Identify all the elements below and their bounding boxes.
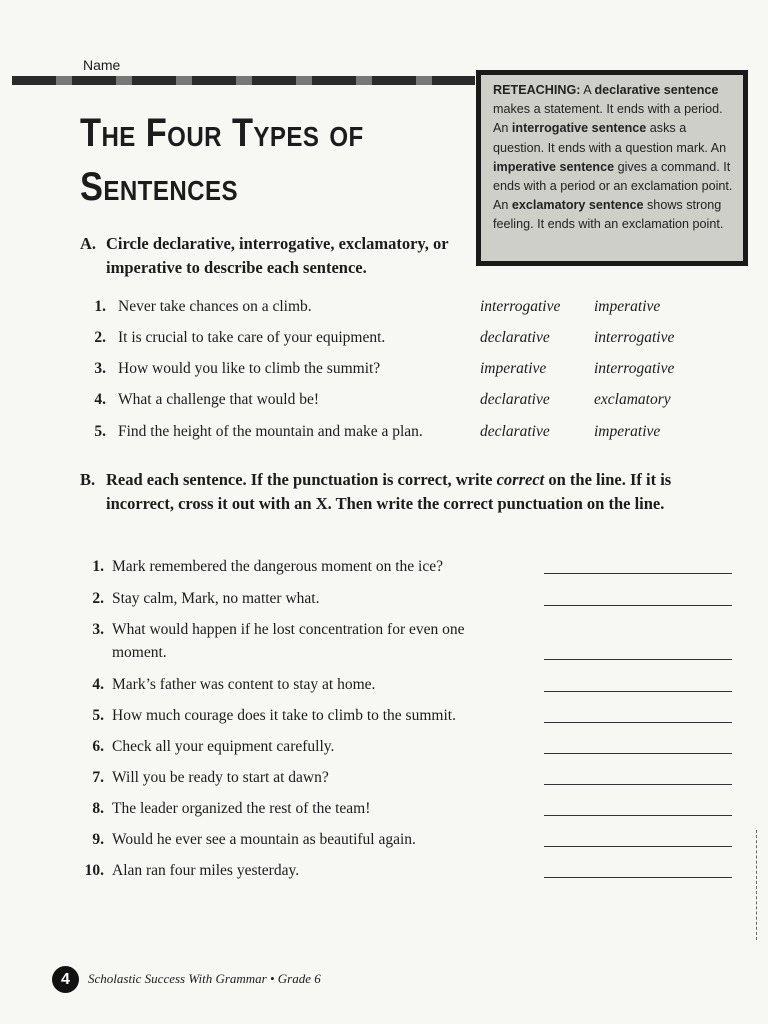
header-rule [12,76,475,85]
item-sentence: How would you like to climb the summit? [118,360,381,377]
page-title [80,106,364,214]
reteaching-text: gives a command. It ends with a period or an exclamation point. An [493,159,733,213]
answer-line[interactable] [544,876,732,878]
section-a-letter: A. [80,234,97,253]
item-number: 3. [94,360,106,377]
title-line-1: The Four Types of [80,111,364,155]
term-imperative: imperative sentence [493,159,615,174]
item-number: 8. [92,800,104,817]
answer-line[interactable] [544,690,732,692]
item-sentence: Alan ran four miles yesterday. [112,862,300,879]
item-number: 7. [92,769,104,786]
choice-option[interactable]: imperative [594,423,661,440]
answer-line[interactable] [544,604,732,606]
item-sentence: The leader organized the rest of the team! [112,800,371,817]
choice-option[interactable]: declarative [480,423,550,440]
item-sentence: Would he ever see a mountain as beautiful again. [112,831,416,848]
list-item [86,329,706,355]
item-number: 4. [92,676,104,693]
answer-line[interactable] [544,783,732,785]
choice-option[interactable]: exclamatory [594,391,671,408]
item-sentence: What would happen if he lost concentration for even one moment. [112,621,465,661]
item-sentence: Stay calm, Mark, no matter what. [112,590,320,607]
item-sentence: Never take chances on a climb. [118,298,312,315]
choice-option[interactable]: interrogative [594,360,675,377]
item-sentence: What a challenge that would be! [118,391,319,408]
footer-book-title: Scholastic Success With Grammar [88,971,267,986]
item-number: 9. [92,831,104,848]
item-number: 5. [92,707,104,724]
name-label: Name [83,57,121,73]
item-number: 3. [92,621,104,638]
choice-option[interactable]: declarative [480,391,550,408]
item-number: 1. [94,298,106,315]
page-number-badge: 4 [52,966,79,993]
term-declarative: declarative sentence [594,83,719,97]
choice-option[interactable]: imperative [594,298,661,315]
answer-line[interactable] [544,814,732,816]
section-b-letter: B. [80,470,96,489]
item-number: 4. [94,391,106,408]
item-number: 10. [84,862,104,879]
reteaching-text: A [580,83,595,97]
term-interrogative: interrogative sentence [511,121,647,136]
answer-line[interactable] [544,721,732,723]
item-number: 5. [94,423,106,440]
item-sentence: Mark’s father was content to stay at home. [112,676,376,693]
list-item [86,423,706,449]
item-sentence: Find the height of the mountain and make a plan. [118,423,423,440]
reteaching-text: asks a question. It ends with a question mark. An [493,121,727,155]
answer-line[interactable] [544,752,732,754]
list-item [86,391,706,417]
reteaching-text: shows strong feeling. It ends with an exclamation point. [493,198,724,232]
section-b-text-pre: Read each sentence. If the punctuation is correct, write [106,470,497,489]
margin-mark [756,830,759,940]
item-sentence: It is crucial to take care of your equipment. [118,329,386,346]
choice-option[interactable]: interrogative [480,298,561,315]
list-item [86,298,706,324]
answer-line[interactable] [544,572,732,574]
reteaching-label: RETEACHING: [493,83,581,97]
section-b-text-em: correct [496,470,545,489]
footer-grade: Grade 6 [277,971,321,986]
choice-option[interactable]: interrogative [594,329,675,346]
section-a-text: Circle declarative, interrogative, exclamatory, or imperative to describe each sentence. [106,234,449,277]
footer-separator: • [266,971,278,986]
section-b-text-post: on the line. If it is incorrect, cross it out with an X. Then write the correct punctuation on the line. [106,470,672,513]
reteaching-text: makes a statement. It ends with a period. An [493,102,723,136]
section-a-instruction [80,232,480,280]
item-number: 1. [92,558,104,575]
item-sentence: How much courage does it take to climb to the summit. [112,707,456,724]
footer-text [88,971,321,987]
choice-option[interactable]: imperative [480,360,547,377]
item-number: 6. [92,738,104,755]
item-sentence: Check all your equipment carefully. [112,738,335,755]
answer-line[interactable] [544,845,732,847]
section-b-instruction [80,468,700,516]
item-number: 2. [94,329,106,346]
answer-line[interactable] [544,658,732,660]
item-sentence: Will you be ready to start at dawn? [112,769,329,786]
item-sentence: Mark remembered the dangerous moment on the ice? [112,558,443,575]
list-item [86,360,706,386]
reteaching-box [476,70,748,266]
term-exclamatory: exclamatory sentence [511,198,644,213]
section-b-text [80,468,700,516]
item-number: 2. [92,590,104,607]
choice-option[interactable]: declarative [480,329,550,346]
title-line-2: Sentences [80,165,238,209]
